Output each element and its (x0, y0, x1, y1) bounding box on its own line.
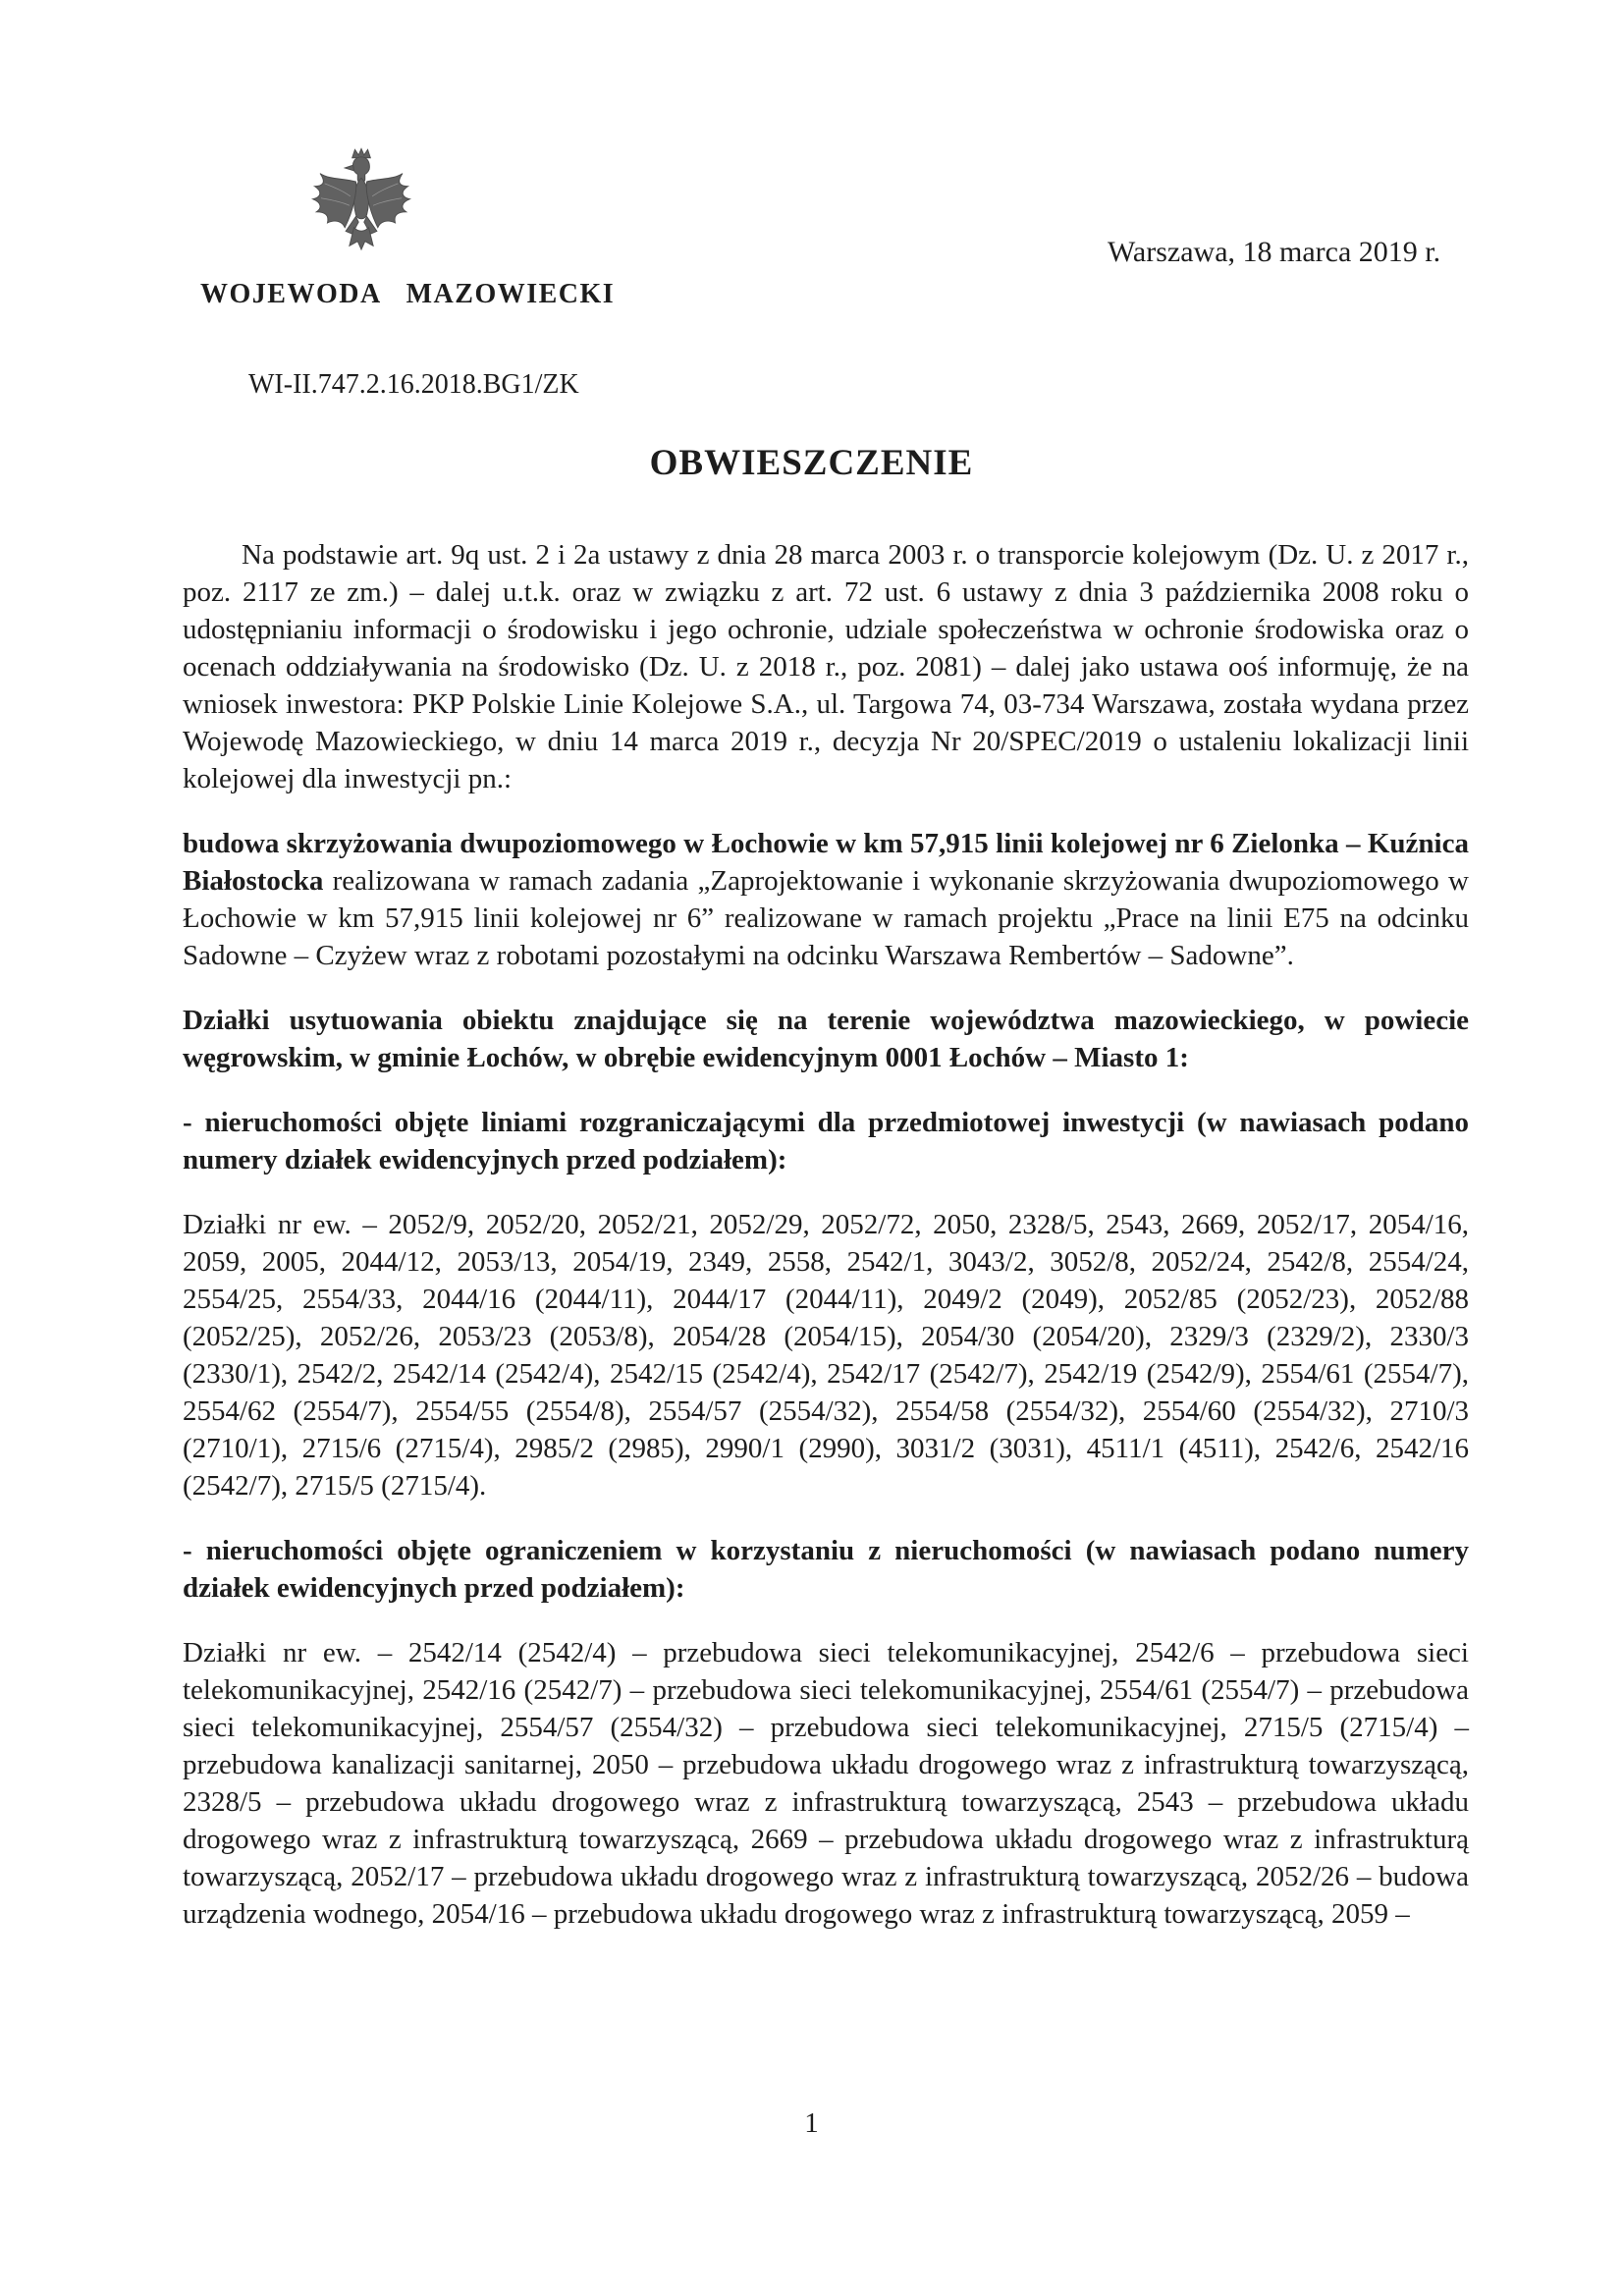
document-title: OBWIESZCZENIE (649, 443, 974, 483)
issuing-authority: WOJEWODA MAZOWIECKI (200, 279, 616, 309)
section2-parcel-list: Działki nr ew. – 2542/14 (2542/4) – przebudowa sieci telekomunikacyjnej, 2542/6 – przebudowa sieci telekomunikacyjnej, 2542/16 (2542/7) – przebudowa sieci telekomunikacyjnej, 2554/61 (2554/7) – przebudowa sieci telekomunikacyjnej, 2554/57 (2554/32) – przebudowa sieci telekomunikacyjnej, 2715/5 (2715/4) – przebudowa kanalizacji sanitarnej, 2050 – przebudowa układu drogowego wraz z infrastrukturą towarzyszącą, 2328/5 – przebudowa układu drogowego wraz z infrastrukturą towarzyszącą, 2543 – przebudowa układu drogowego wraz z infrastrukturą towarzyszącą, 2669 – przebudowa układu drogowego wraz z infrastrukturą towarzyszącą, 2052/17 – przebudowa układu drogowego wraz z infrastrukturą towarzyszącą, 2052/26 – budowa urządzenia wodnego, 2054/16 – przebudowa układu drogowego wraz z infrastrukturą towarzyszącą, 2059 – (183, 1637, 1469, 1930)
section1-heading: - nieruchomości objęte liniami rozgraniczającymi dla przedmiotowej inwestycji (w nawiasach podano numery działek ewidencyjnych przed podziałem): (183, 1107, 1469, 1175)
page-number: 1 (804, 2107, 819, 2139)
location-paragraph: Działki usytuowania obiektu znajdujące się na terenie województwa mazowieckiego, w powiecie węgrowskim, w gminie Łochów, w obrębie ewidencyjnym 0001 Łochów – Miasto 1: (183, 1005, 1469, 1073)
section2-heading: - nieruchomości objęte ograniczeniem w korzystaniu z nieruchomości (w nawiasach podano numery działek ewidencyjnych przed podziałem): (183, 1535, 1469, 1604)
legal-basis-paragraph: Na podstawie art. 9q ust. 2 i 2a ustawy z dnia 28 marca 2003 r. o transporcie kolejowym (Dz. U. z 2017 r., poz. 2117 ze zm.) – dalej u.t.k. oraz w związku z art. 72 ust. 6 ustawy z dnia 3 października 2008 roku o udostępnianiu informacji o środowisku i jego ochronie, udziale społeczeństwa w ochronie środowiska oraz o ocenach oddziaływania na środowisko (Dz. U. z 2018 r., poz. 2081) – dalej jako ustawa ooś informuję, że na wniosek inwestora: PKP Polskie Linie Kolejowe S.A., ul. Targowa 74, 03-734 Warszawa, została wydana przez Wojewodę Mazowieckiego, w dniu 14 marca 2019 r., decyzja Nr 20/SPEC/2019 o ustaleniu lokalizacji linii kolejowej dla inwestycji pn.: (183, 539, 1469, 794)
investment-description: realizowana w ramach zadania „Zaprojektowanie i wykonanie skrzyżowania dwupoziomowego w Łochowie w km 57,915 linii kolejowej nr 6” realizowane w ramach projektu „Prace na linii E75 na odcinku Sadowne – Czyżew wraz z robotami pozostałymi na odcinku Warszawa Rembertów – Sadowne”. (183, 865, 1469, 971)
polish-eagle-emblem (306, 140, 416, 278)
document-body (183, 536, 1469, 1960)
place-and-date: Warszawa, 18 marca 2019 r. (1108, 236, 1441, 268)
investment-name: budowa skrzyżowania dwupoziomowego w Łochowie w km 57,915 linii kolejowej nr 6 Zielonka – Kuźnica Białostocka (183, 828, 1469, 897)
investment-paragraph (183, 825, 1469, 974)
case-reference-number: WI-II.747.2.16.2018.BG1/ZK (248, 369, 579, 400)
section1-parcel-list: Działki nr ew. – 2052/9, 2052/20, 2052/21, 2052/29, 2052/72, 2050, 2328/5, 2543, 2669, 2052/17, 2054/16, 2059, 2005, 2044/12, 2053/13, 2054/19, 2349, 2558, 2542/1, 3043/2, 3052/8, 2052/24, 2542/8, 2554/24, 2554/25, 2554/33, 2044/16 (2044/11), 2044/17 (2044/11), 2049/2 (2049), 2052/85 (2052/23), 2052/88 (2052/25), 2052/26, 2053/23 (2053/8), 2054/28 (2054/15), 2054/30 (2054/20), 2329/3 (2329/2), 2330/3 (2330/1), 2542/2, 2542/14 (2542/4), 2542/15 (2542/4), 2542/17 (2542/7), 2542/19 (2542/9), 2554/61 (2554/7), 2554/62 (2554/7), 2554/55 (2554/8), 2554/57 (2554/32), 2554/58 (2554/32), 2554/60 (2554/32), 2710/3 (2710/1), 2715/6 (2715/4), 2985/2 (2985), 2990/1 (2990), 3031/2 (3031), 4511/1 (4511), 2542/6, 2542/16 (2542/7), 2715/5 (2715/4). (183, 1209, 1469, 1502)
